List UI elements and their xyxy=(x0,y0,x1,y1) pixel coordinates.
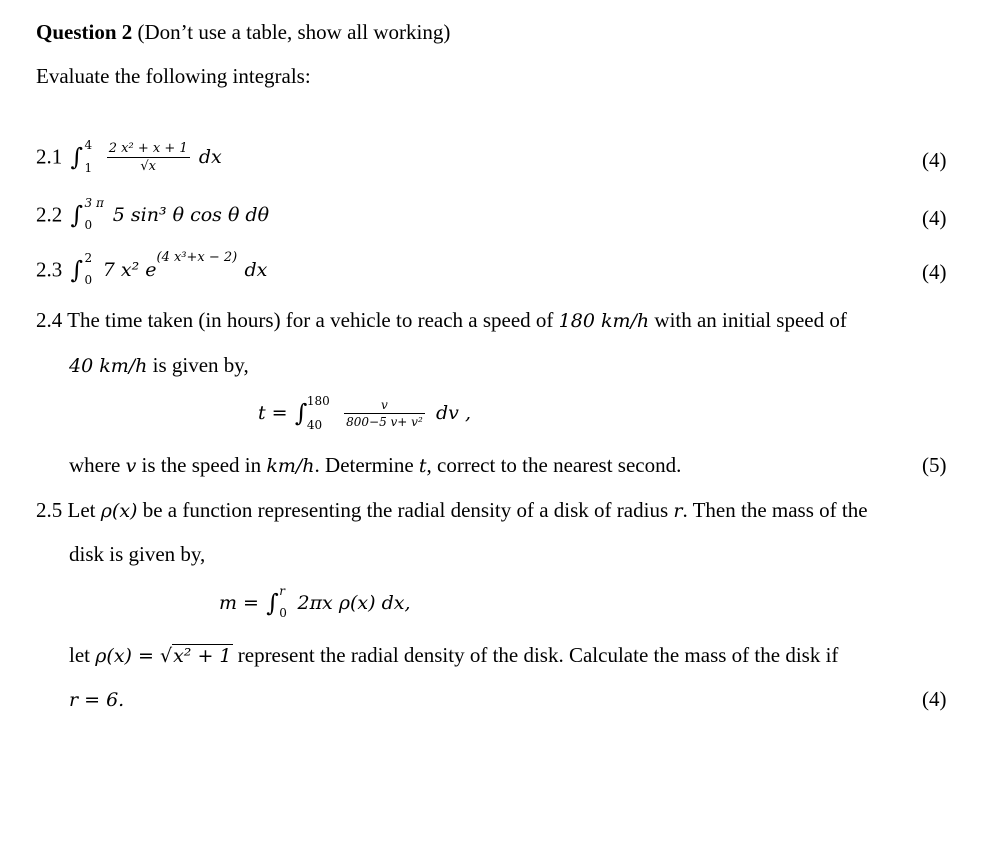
integral-sign-icon: ∫ xyxy=(70,201,84,229)
question-heading xyxy=(36,20,450,45)
q25-number: 2.5 xyxy=(36,498,63,522)
q23-upper-limit: 2 xyxy=(84,251,93,266)
q25-text-b: be a function representing the radial density of a disk of radius xyxy=(137,498,674,522)
q24-text-f: . Determine xyxy=(314,453,419,477)
q24-lower-limit: 40 xyxy=(306,418,323,432)
q21-differential: dx xyxy=(198,146,222,168)
q25-integrand: 2πx ρ(x) dx, xyxy=(297,592,411,614)
q21-lower-limit: 1 xyxy=(84,161,93,175)
question-2-5-line-4 xyxy=(69,687,124,712)
integral-sign-icon: ∫ xyxy=(294,399,308,427)
q24-var-v: v xyxy=(125,455,137,477)
sqrt-icon: √ xyxy=(159,645,173,667)
q25-sqrt-radicand: x² + 1 xyxy=(173,645,232,667)
q21-integral xyxy=(68,137,102,177)
q25-text-d: let xyxy=(69,643,96,667)
q22-upper-limit: 3 π xyxy=(84,196,104,210)
q25-var-r: r xyxy=(673,500,683,522)
q24-var-t: t xyxy=(418,455,427,477)
q25-rho: ρ(x) xyxy=(100,500,138,522)
q21-marks: (4) xyxy=(922,148,947,172)
q24-number: 2.4 xyxy=(36,308,63,332)
q25-equation xyxy=(219,584,410,624)
q22-number: 2.2 xyxy=(36,202,63,227)
q25-eq-lhs: m = xyxy=(219,592,259,614)
q24-denominator: 800−5 v+ v² xyxy=(346,414,423,429)
q23-differential: dx xyxy=(244,259,268,282)
q24-eq-lhs: t = xyxy=(258,402,288,424)
question-2-4-line-2 xyxy=(69,353,249,378)
q25-upper-limit: r xyxy=(279,584,285,598)
q24-text-d: where xyxy=(69,453,126,477)
q24-differential: dv , xyxy=(436,402,471,424)
q24-text-g: , correct to the nearest second. xyxy=(426,453,682,477)
q21-numerator: 2 x² + x + 1 xyxy=(108,140,188,156)
question-2-4-line-1 xyxy=(36,308,847,333)
q23-integrand-base: 7 x² e xyxy=(102,259,157,282)
q24-numerator: v xyxy=(344,398,425,414)
q21-fraction xyxy=(107,141,190,174)
q24-final-speed: 180 km/h xyxy=(558,310,650,332)
q24-text-b: with an initial speed of xyxy=(649,308,847,332)
q22-integrand: 5 sin³ θ cos θ dθ xyxy=(112,204,270,226)
q25-marks: (4) xyxy=(922,687,947,711)
q24-text-e: is the speed in xyxy=(136,453,267,477)
q23-exponent: (4 x³+x − 2) xyxy=(156,250,238,265)
q24-upper-limit: 180 xyxy=(306,394,330,408)
question-2-5-line-2: disk is given by, xyxy=(69,542,206,566)
q23-integral xyxy=(68,251,98,289)
integral-sign-icon: ∫ xyxy=(70,256,84,285)
q23-number: 2.3 xyxy=(36,257,63,282)
question-2-4-line-3 xyxy=(69,453,681,478)
q23-lower-limit: 0 xyxy=(84,273,93,288)
question-2-5-line-3 xyxy=(69,643,838,668)
question-instruction: (Don’t use a table, show all working) xyxy=(132,20,451,44)
q22-integral xyxy=(68,196,108,234)
integral-sign-icon: ∫ xyxy=(70,143,84,171)
q24-marks: (5) xyxy=(922,453,947,477)
q21-denominator: √x xyxy=(140,158,156,174)
q25-text-c: . Then the mass of the xyxy=(682,498,868,522)
q24-initial-speed: 40 km/h xyxy=(69,355,148,377)
intro-text: Evaluate the following integrals: xyxy=(36,64,311,88)
question-2-1 xyxy=(36,137,222,181)
q25-lower-limit: 0 xyxy=(279,606,287,620)
question-2-5-line-1 xyxy=(36,498,868,523)
q24-text-c: is given by, xyxy=(147,353,249,377)
q24-integral xyxy=(293,392,339,434)
question-number: Question 2 xyxy=(36,20,133,44)
q22-marks: (4) xyxy=(922,206,947,230)
q25-text-a: Let xyxy=(67,498,101,522)
question-2-2 xyxy=(36,196,269,236)
q24-text-a: The time taken (in hours) for a vehicle to reach a speed of xyxy=(67,308,559,332)
integral-sign-icon: ∫ xyxy=(266,589,279,617)
q25-rho-def: ρ(x) = xyxy=(95,645,160,667)
q25-radius-value: r = 6. xyxy=(69,689,125,711)
q25-integral xyxy=(264,584,292,622)
q24-equation xyxy=(258,392,471,438)
q21-number: 2.1 xyxy=(36,144,63,169)
q24-fraction xyxy=(344,398,425,429)
q21-upper-limit: 4 xyxy=(84,138,93,152)
question-2-3 xyxy=(36,250,267,290)
q25-text-e: represent the radial density of the disk. Calculate the mass of the disk if xyxy=(232,643,839,667)
q22-lower-limit: 0 xyxy=(84,218,93,232)
q23-marks: (4) xyxy=(922,260,947,284)
q24-unit: km/h xyxy=(266,455,315,477)
